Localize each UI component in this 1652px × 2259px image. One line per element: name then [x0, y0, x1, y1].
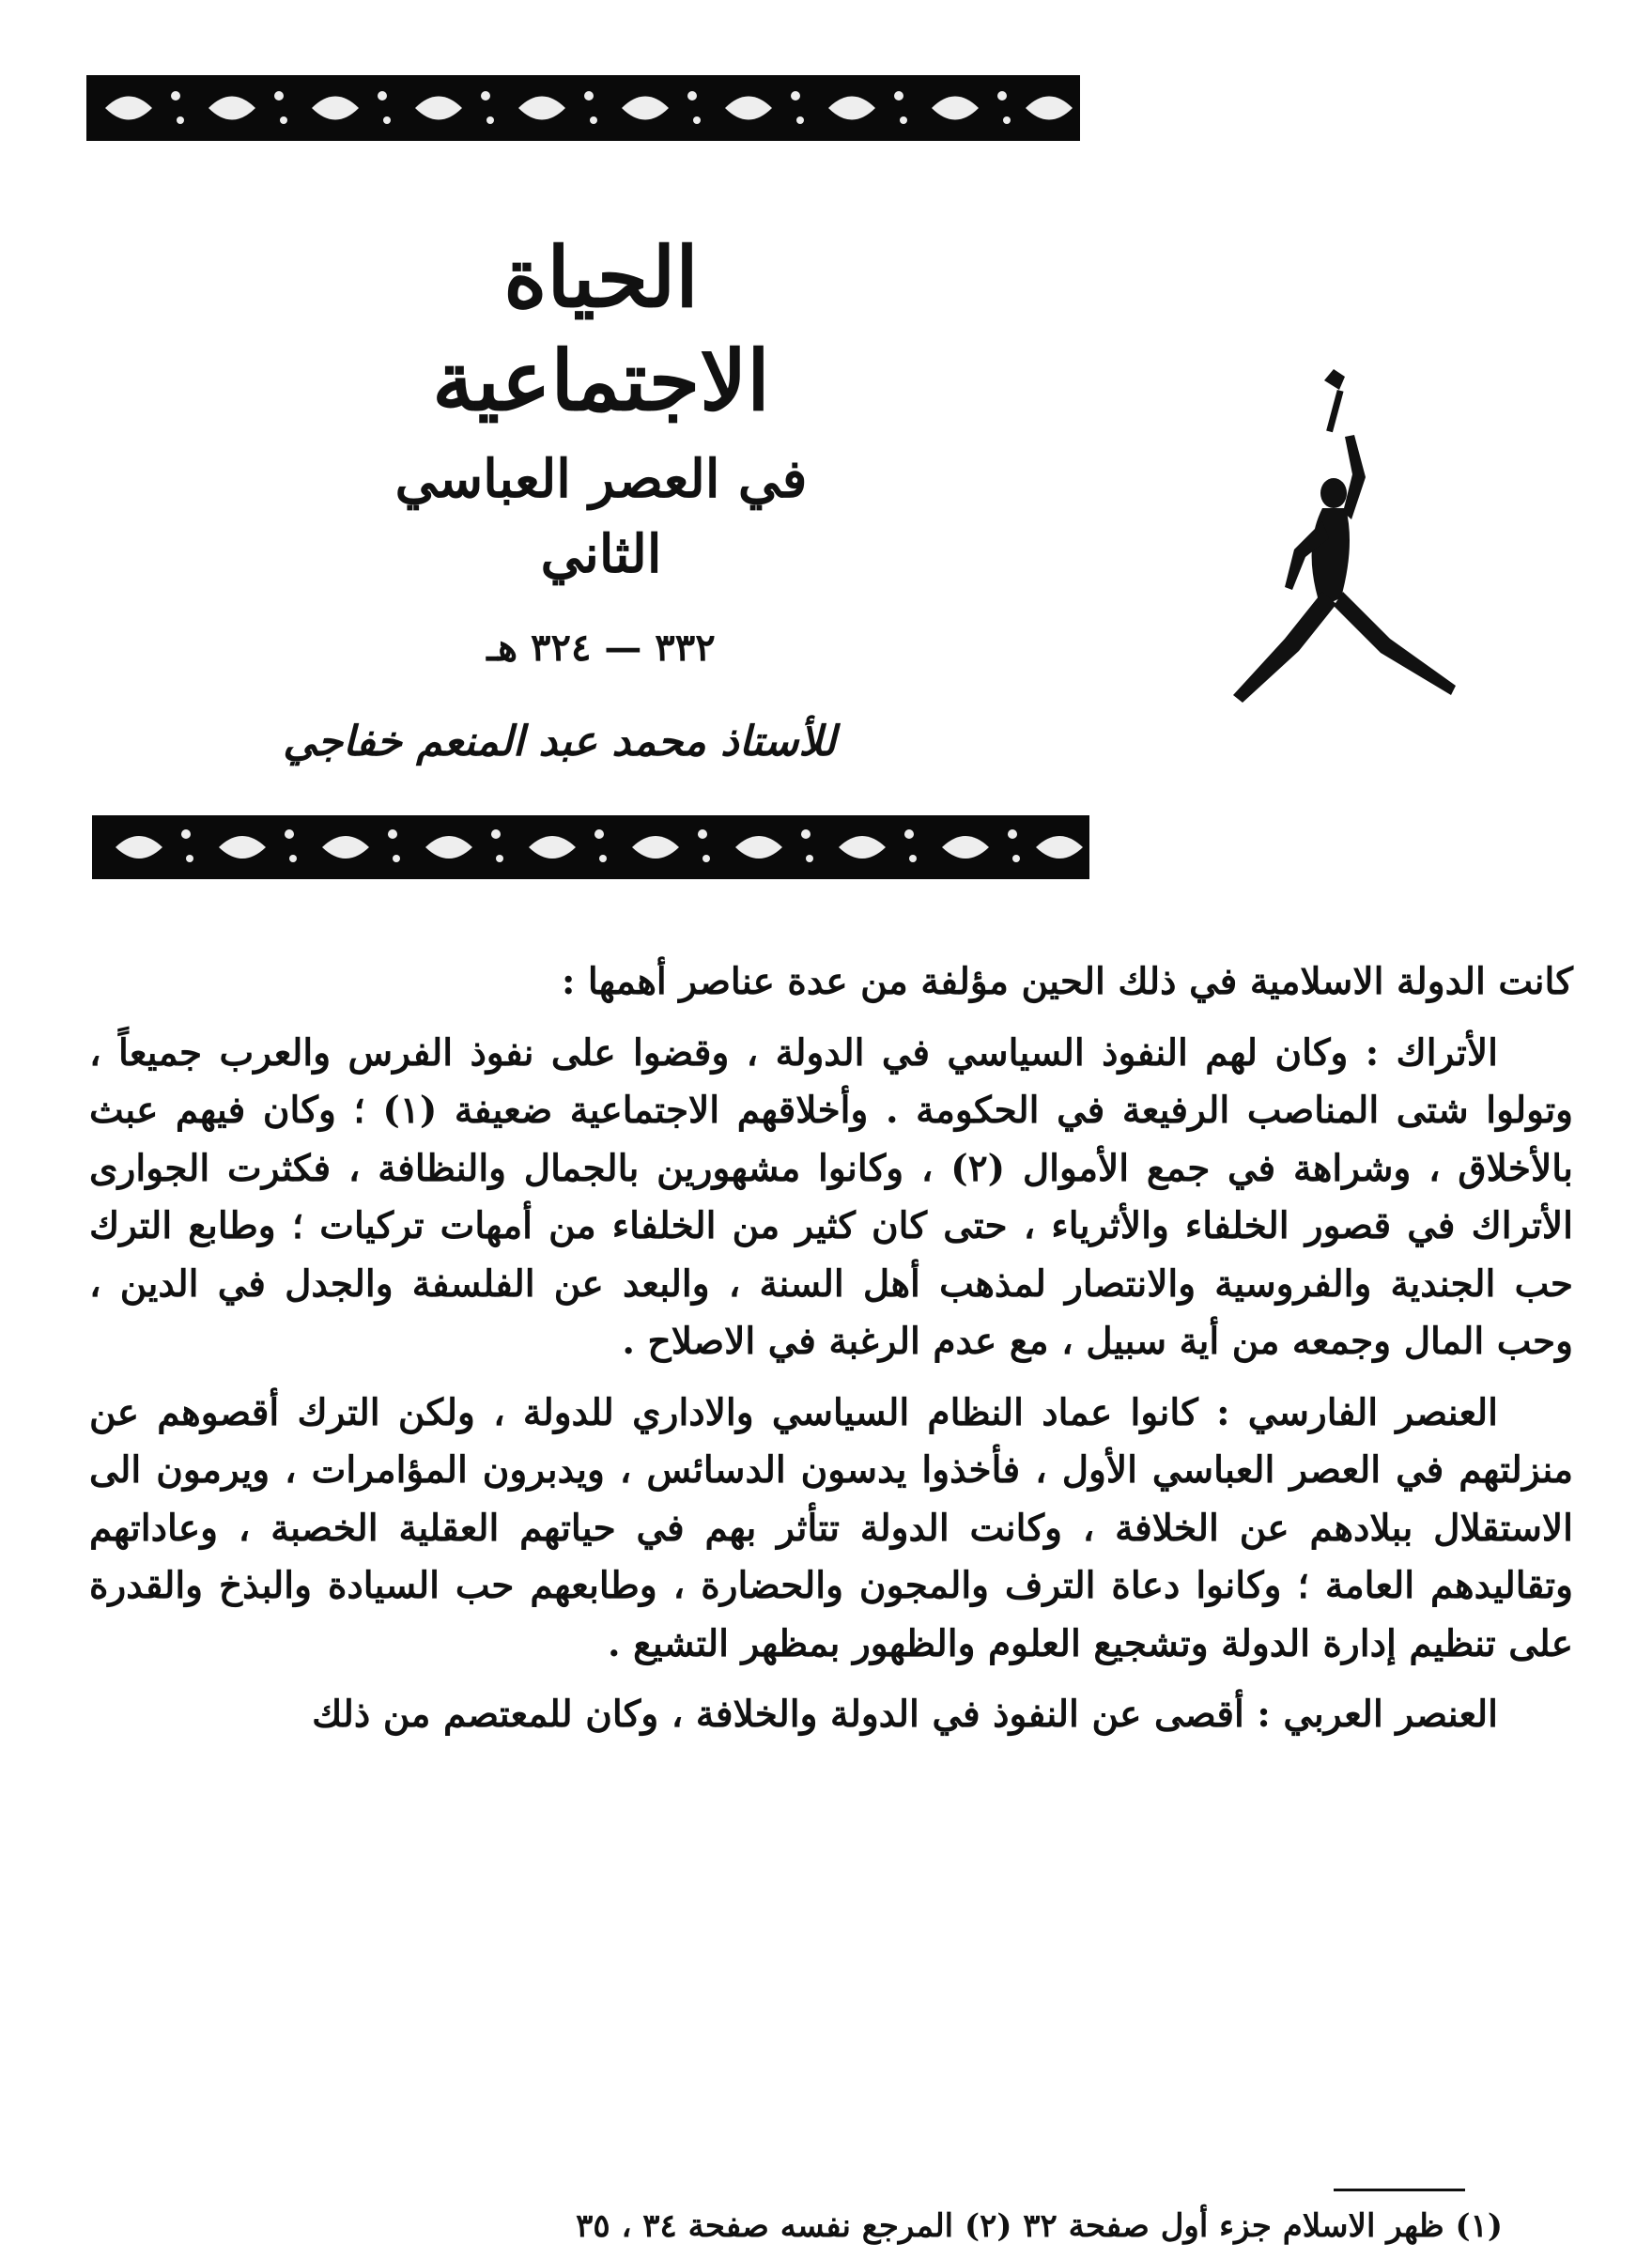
- footnote-divider: [1334, 2189, 1465, 2191]
- page-subtitle: في العصر العباسي الثاني: [394, 448, 808, 585]
- article-body: [89, 953, 1573, 1757]
- footnote: (١) ظهر الاسلام جزء أول صفحة ٣٢ (٢) المرجع نفسه صفحة ٣٤ ، ٣٥: [576, 2207, 1503, 2245]
- ornamental-band-middle: [92, 815, 1089, 879]
- paragraph: كانت الدولة الاسلامية في ذلك الحين مؤلفة من عدة عناصر أهمها :: [561, 960, 1573, 1003]
- author-byline: للأستاذ محمد عبد المنعم خفاجي: [283, 718, 836, 766]
- torch-runner-illustration: [1212, 362, 1474, 728]
- page-title: الحياة الاجتماعية: [432, 228, 770, 429]
- date-range: ٣٣٢ — ٣٢٤ هـ: [486, 626, 716, 670]
- paragraph: العنصر العربي : أقصى عن النفوذ في الدولة والخلافة ، وكان للمعتصم من ذلك: [312, 1693, 1498, 1736]
- paragraph: العنصر الفارسي : كانوا عماد النظام السياسي والاداري للدولة ، ولكن الترك أقصوهم عن منزلتهم في العصر العباسي الأول ، فأخذوا يدسون الدسائس ، ويدبرون المؤامرات ، ويرمون الى الاستقلال ببلادهم عن الخلافة ، وكانت الدولة تتأثر بهم في حياتهم العقلية الخصبة ، وعاداتهم وتقاليدهم العامة ؛ وكانوا دعاة الترف والمجون والحضارة ، وطابعهم حب السيادة والبذخ والقدرة على تنظيم إدارة الدولة وتشجيع العلوم والظهور بمظهر التشيع .: [89, 1390, 1573, 1665]
- ornamental-band-top: [86, 75, 1080, 141]
- title-block: [338, 225, 864, 676]
- paragraph: الأتراك : وكان لهم النفوذ السياسي في الدولة ، وقضوا على نفوذ الفرس والعرب جميعاً ، وتولوا شتى المناصب الرفيعة في الحكومة . وأخلاقهم الاجتماعية ضعيفة (١) ؛ وكان فيهم عبث بالأخلاق ، وشراهة في جمع الأموال (٢) ، وكانوا مشهورين بالجمال والنظافة ، فكثرت الجوارى الأتراك في قصور الخلفاء والأثرياء ، حتى كان كثير من الخلفاء من أمهات تركيات ؛ وطابع الترك حب الجندية والفروسية والانتصار لمذهب أهل السنة ، والبعد عن الفلسفة والجدل في الدين ، وحب المال وجمعه من أية سبيل ، مع عدم الرغبة في الاصلاح .: [89, 1030, 1574, 1363]
